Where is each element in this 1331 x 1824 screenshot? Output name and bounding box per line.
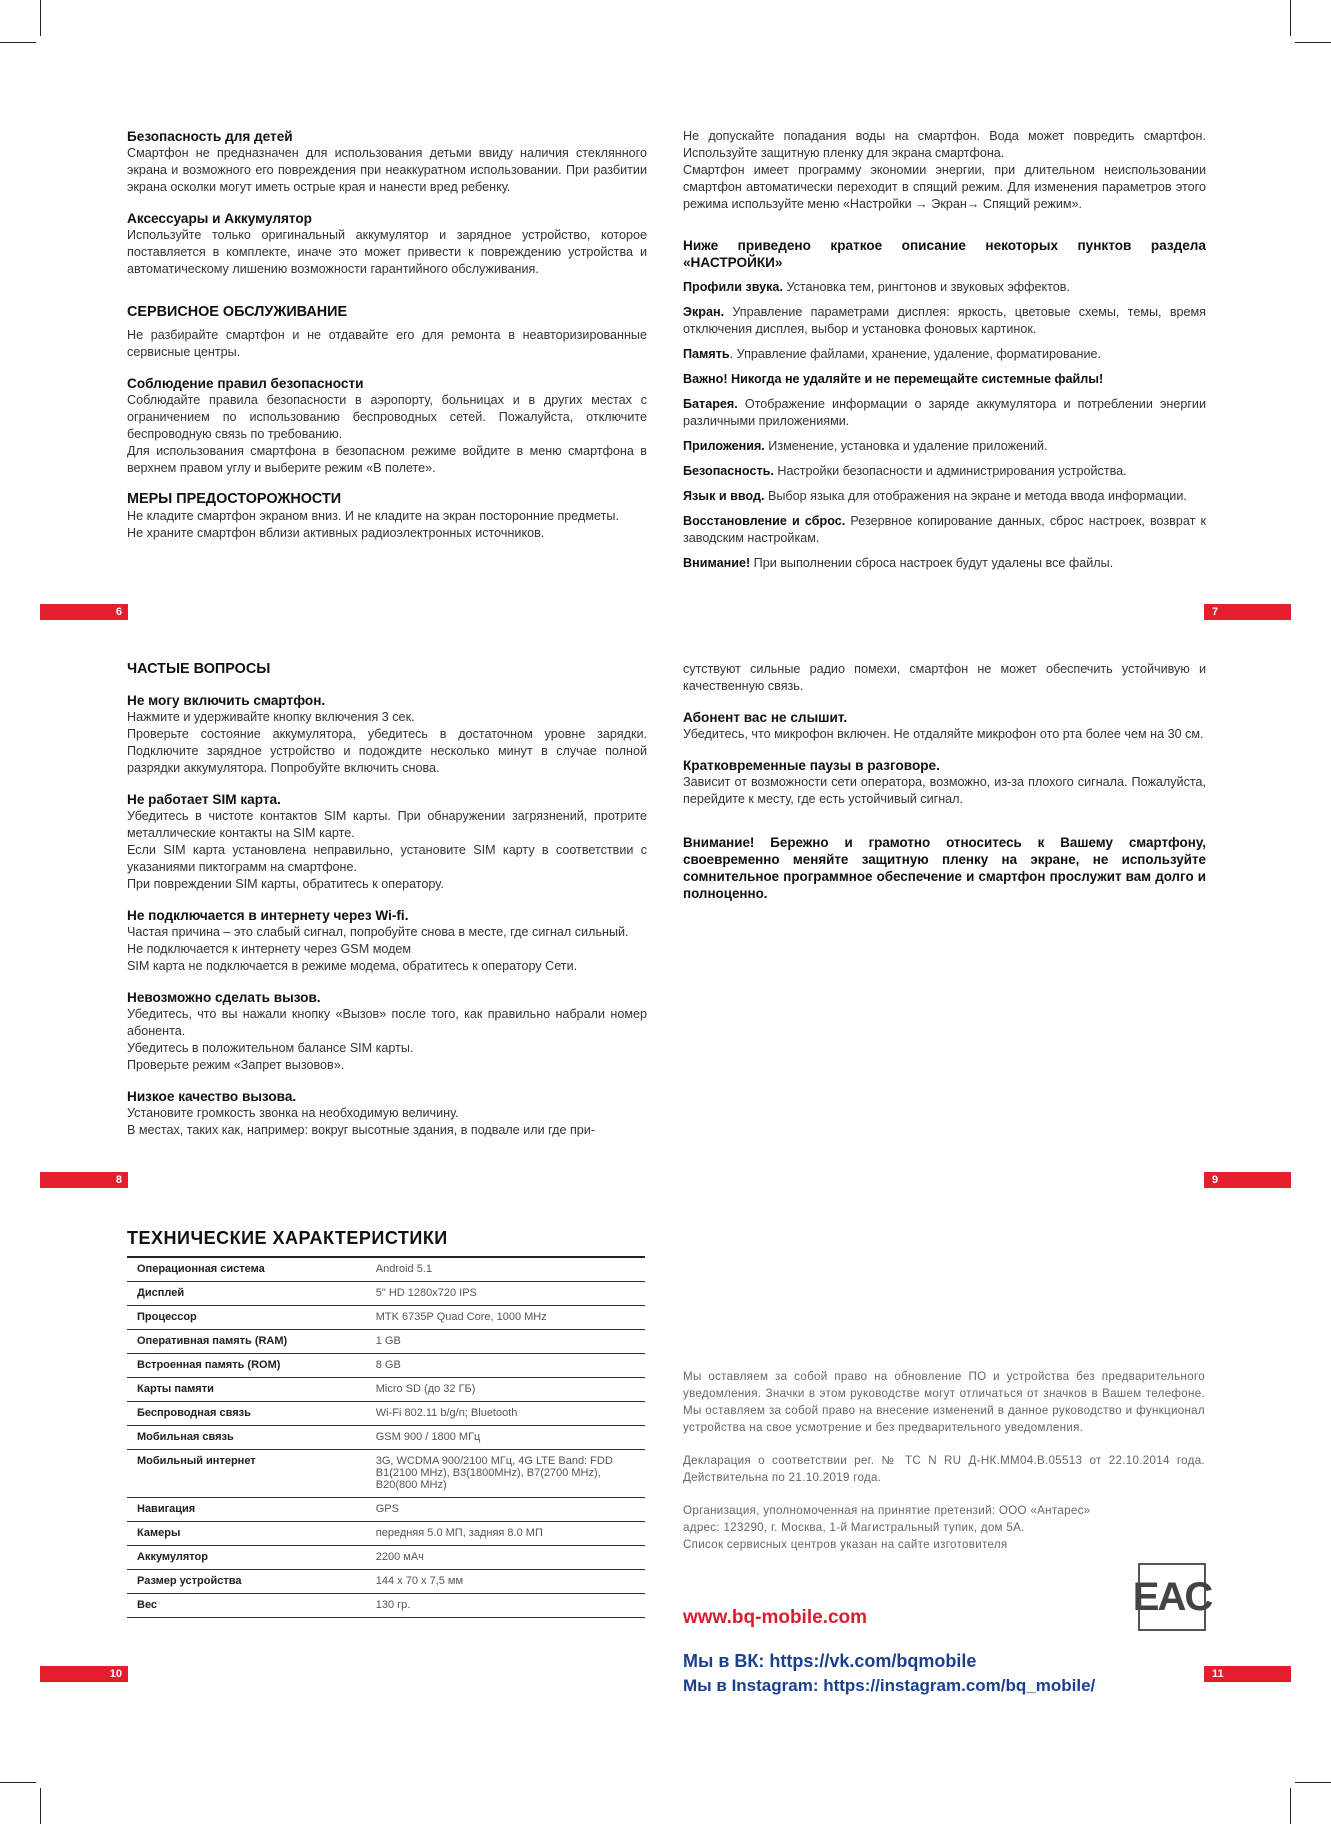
spec-key: Камеры	[127, 1522, 372, 1546]
settings-item: Приложения. Изменение, установка и удаление приложений.	[683, 439, 1048, 453]
spec-row	[127, 1330, 645, 1354]
spec-row	[127, 1498, 645, 1522]
spec-row	[127, 1402, 645, 1426]
faq-answer: Проверьте состояние аккумулятора, убедитесь в достаточном уровне зарядки. Подключите зарядное устройство и подождите несколько минут в случае полной разрядки аккумулятора. Попробуйте включить снова.	[127, 727, 647, 775]
spec-value: 130 гр.	[372, 1594, 645, 1618]
vk-link[interactable]: Мы в ВК: https://vk.com/bqmobile	[683, 1651, 977, 1671]
settings-item: Важно! Никогда не удаляйте и не перемещайте системные файлы!	[683, 372, 1104, 386]
spec-key: Навигация	[127, 1498, 372, 1522]
spec-value: MTK 6735P Quad Core, 1000 MHz	[372, 1306, 645, 1330]
crop-mark	[1295, 1782, 1331, 1783]
spec-row	[127, 1450, 645, 1498]
faq-answer: Проверьте режим «Запрет вызовов».	[127, 1058, 345, 1072]
faq-answer: Установите громкость звонка на необходимую величину.	[127, 1106, 459, 1120]
faq-question: Низкое качество вызова.	[127, 1089, 297, 1104]
crop-mark	[40, 0, 41, 36]
crop-mark	[40, 1788, 41, 1824]
page-number: 9	[1212, 1174, 1219, 1186]
spec-key: Оперативная память (RAM)	[127, 1330, 372, 1354]
crop-mark	[1290, 1788, 1291, 1824]
spec-row	[127, 1570, 645, 1594]
org-line: Организация, уполномоченная на принятие претензий: ООО «Антарес»	[683, 1504, 1091, 1517]
page-number-badge	[40, 604, 128, 620]
disclaimer: Мы оставляем за собой право на обновление ПО и устройства без предварительного уведомления. Значки в этом руководстве могут отличаться от значков в Вашем телефоне. Мы оставляем за собой право на внесение изменений в данное руководство и функционал устройства на свое усмотрение и без предварительного уведомления.	[683, 1370, 1205, 1434]
faq-question: Не работает SIM карта.	[127, 792, 281, 807]
spec-value: Android 5.1	[372, 1257, 645, 1282]
spec-value: GPS	[372, 1498, 645, 1522]
settings-item: Память. Управление файлами, хранение, удаление, форматирование.	[683, 347, 1102, 361]
spec-row	[127, 1306, 645, 1330]
page-number: 6	[115, 606, 122, 618]
spec-row	[127, 1257, 645, 1282]
org-line: адрес: 123290, г. Москва, 1-й Магистральный тупик, дом 5А.	[683, 1521, 1025, 1534]
spec-key: Беспроводная связь	[127, 1402, 372, 1426]
faq-question: Не подключается в интернету через Wi-fi.	[127, 908, 409, 923]
spec-value: GSM 900 / 1800 МГц	[372, 1426, 645, 1450]
care-warning: Внимание! Бережно и грамотно относитесь к Вашему смартфону, своевременно меняйте защитную пленку на экране, не используйте сомнительное программное обеспечение и смартфон прослужит вам долго и полноценно.	[683, 835, 1206, 901]
spec-value: 1 GB	[372, 1330, 645, 1354]
settings-item: Экран. Управление параметрами дисплея: яркость, цветовые схемы, темы, время отключения дисплея, выбор и установка фоновых картинок.	[683, 305, 1206, 336]
spec-value: 144 x 70 x 7,5 мм	[372, 1570, 645, 1594]
page-7-content	[683, 128, 1206, 572]
settings-item: Профили звука. Установка тем, рингтонов и звуковых эффектов.	[683, 280, 1070, 294]
faq-question: Не могу включить смартфон.	[127, 693, 326, 708]
section-heading: ЧАСТЫЕ ВОПРОСЫ	[127, 661, 271, 677]
faq-question: Невозможно сделать вызов.	[127, 990, 321, 1005]
settings-item: Восстановление и сброс. Резервное копирование данных, сброс настроек, возврат к заводским настройкам.	[683, 514, 1206, 545]
paragraph: Используйте только оригинальный аккумулятор и зарядное устройство, которое поставляется в комплекте, иначе это может привести к повреждению устройства и автоматическому лишению возможности гарантийного обслуживания.	[127, 228, 647, 276]
spec-value: 3G, WCDMA 900/2100 МГц, 4G LTE Band: FDD B1(2100 MHz), B3(1800MHz), B7(2700 MHz), B20(800 MHz)	[372, 1450, 645, 1498]
website-link[interactable]: www.bq-mobile.com	[683, 1607, 868, 1628]
faq-answer: Убедитесь, что вы нажали кнопку «Вызов» после того, как правильно набрали номер абонента.	[127, 1007, 647, 1038]
spec-row	[127, 1426, 645, 1450]
paragraph: Не храните смартфон вблизи активных радиоэлектронных источников.	[127, 526, 545, 540]
section-title: Безопасность для детей	[127, 129, 293, 144]
spec-key: Размер устройства	[127, 1570, 372, 1594]
page-number-badge	[1204, 604, 1291, 620]
faq-answer: В местах, таких как, например: вокруг высотные здания, в подвале или где при-	[127, 1123, 596, 1137]
section-heading: СЕРВИСНОЕ ОБСЛУЖИВАНИЕ	[127, 304, 348, 320]
crop-mark	[1295, 42, 1331, 43]
spec-key: Операционная система	[127, 1257, 372, 1282]
spec-row	[127, 1594, 645, 1618]
spec-value: Micro SD (до 32 ГБ)	[372, 1378, 645, 1402]
spec-row	[127, 1378, 645, 1402]
paragraph: Смартфон не предназначен для использования детьми ввиду наличия стеклянного экрана и возможного его повреждения при неаккуратном использовании. При разбитии экрана осколки могут иметь острые края и нанести вред ребенку.	[127, 146, 647, 194]
spec-key: Аккумулятор	[127, 1546, 372, 1570]
page-number-badge	[1204, 1172, 1291, 1188]
paragraph: Не кладите смартфон экраном вниз. И не кладите на экран посторонние предметы.	[127, 509, 619, 523]
page-number: 10	[109, 1668, 122, 1680]
spec-value: 5" HD 1280x720 IPS	[372, 1282, 645, 1306]
paragraph: Для использования смартфона в безопасном режиме войдите в меню смартфона в верхнем правом углу и выберите режим «В полете».	[127, 444, 647, 475]
faq-answer: SIM карта не подключается в режиме модема, обратитесь к оператору Сети.	[127, 959, 578, 973]
settings-item: Язык и ввод. Выбор языка для отображения на экране и метода ввода информации.	[683, 489, 1187, 503]
settings-item: Безопасность. Настройки безопасности и администрирования устройства.	[683, 464, 1127, 478]
faq-answer: Если SIM карта установлена неправильно, установите SIM карту в соответствии с указаниями пиктограмм на смартфоне.	[127, 843, 647, 874]
section-title: Соблюдение правил безопасности	[127, 376, 364, 391]
faq-answer: Не подключается к интернету через GSM модем	[127, 942, 412, 956]
paragraph: Не разбирайте смартфон и не отдавайте его для ремонта в неавторизированные сервисные центры.	[127, 328, 647, 359]
spec-row	[127, 1546, 645, 1570]
eac-mark: EAC	[1138, 1563, 1206, 1631]
crop-mark	[0, 1782, 36, 1783]
faq-answer: Убедитесь, что микрофон включен. Не отдаляйте микрофон ото рта более чем на 30 см.	[683, 727, 1204, 741]
settings-item: Батарея. Отображение информации о заряде аккумулятора и потреблении энергии различными приложениями.	[683, 397, 1206, 428]
page-8-content	[127, 661, 647, 1139]
page-number-badge	[40, 1172, 128, 1188]
spec-value: 8 GB	[372, 1354, 645, 1378]
faq-answer: Убедитесь в чистоте контактов SIM карты. При обнаружении загрязнений, протрите металлические контакты на SIM карте.	[127, 809, 647, 840]
section-title: Аксессуары и Аккумулятор	[127, 211, 312, 226]
faq-answer: Убедитесь в положительном балансе SIM карты.	[127, 1041, 414, 1055]
legal-notes	[683, 1368, 1205, 1553]
spec-row	[127, 1522, 645, 1546]
spec-key: Мобильная связь	[127, 1426, 372, 1450]
spec-key: Мобильный интернет	[127, 1450, 372, 1498]
faq-question: Абонент вас не слышит.	[683, 710, 848, 725]
paragraph: Соблюдайте правила безопасности в аэропорту, больницах и в других местах с ограничением по использованию беспроводных сетей. Пожалуйста, отключите беспроводную связь по требованию.	[127, 393, 647, 441]
org-line: Список сервисных центров указан на сайте изготовителя	[683, 1538, 1008, 1551]
spec-key: Вес	[127, 1594, 372, 1618]
spec-key: Процессор	[127, 1306, 372, 1330]
spec-value: 2200 мАч	[372, 1546, 645, 1570]
page-6-content	[127, 128, 647, 542]
paragraph: сутствуют сильные радио помехи, смартфон не может обеспечить устойчивую и качественную связь.	[683, 662, 1206, 693]
faq-answer: Частая причина – это слабый сигнал, попробуйте снова в месте, где сигнал сильный.	[127, 925, 629, 939]
faq-answer: Зависит от возможности сети оператора, возможно, из-за плохого сигнала. Пожалуйста, перейдите к месту, где есть устойчивый сигнал.	[683, 775, 1206, 806]
spec-row	[127, 1282, 645, 1306]
faq-answer: При повреждении SIM карты, обратитесь к оператору.	[127, 877, 444, 891]
spec-key: Встроенная память (ROM)	[127, 1354, 372, 1378]
paragraph: Смартфон имеет программу экономии энергии, при длительном неиспользовании смартфон автоматически переходит в спящий режим. Для изменения параметров этого режима используйте меню «Настройки → Экран→ Спящий режим».	[683, 163, 1206, 211]
spec-title: ТЕХНИЧЕСКИЕ ХАРАКТЕРИСТИКИ	[127, 1228, 448, 1248]
section-title: Ниже приведено краткое описание некоторых пунктов раздела «НАСТРОЙКИ»	[683, 238, 1206, 270]
spec-row	[127, 1354, 645, 1378]
page-number: 8	[115, 1174, 122, 1186]
crop-mark	[1290, 0, 1291, 36]
page-number: 11	[1212, 1668, 1224, 1680]
spec-key: Дисплей	[127, 1282, 372, 1306]
instagram-link[interactable]: Мы в Instagram: https://instagram.com/bq_mobile/	[683, 1676, 1096, 1695]
spec-key: Карты памяти	[127, 1378, 372, 1402]
page-number: 7	[1212, 606, 1219, 618]
spec-value: передняя 5.0 МП, задняя 8.0 МП	[372, 1522, 645, 1546]
paragraph: Не допускайте попадания воды на смартфон. Вода может повредить смартфон. Используйте защитную пленку для экрана смартфона.	[683, 129, 1206, 160]
section-heading: МЕРЫ ПРЕДОСТОРОЖНОСТИ	[127, 491, 342, 507]
spec-value: Wi-Fi 802.11 b/g/n; Bluetooth	[372, 1402, 645, 1426]
faq-answer: Нажмите и удерживайте кнопку включения 3 сек.	[127, 710, 415, 724]
declaration: Декларация о соответствии рег. № ТС N RU Д-НК.ММ04.В.05513 от 22.10.2014 года. Действительна по 21.10.2019 года.	[683, 1454, 1205, 1484]
faq-question: Кратковременные паузы в разговоре.	[683, 758, 940, 773]
page-number-badge	[40, 1666, 128, 1682]
page-number-badge	[1204, 1666, 1291, 1682]
crop-mark	[0, 42, 36, 43]
settings-item: Внимание! При выполнении сброса настроек будут удалены все файлы.	[683, 556, 1114, 570]
spec-table	[127, 1256, 645, 1618]
page-9-content	[683, 661, 1206, 902]
